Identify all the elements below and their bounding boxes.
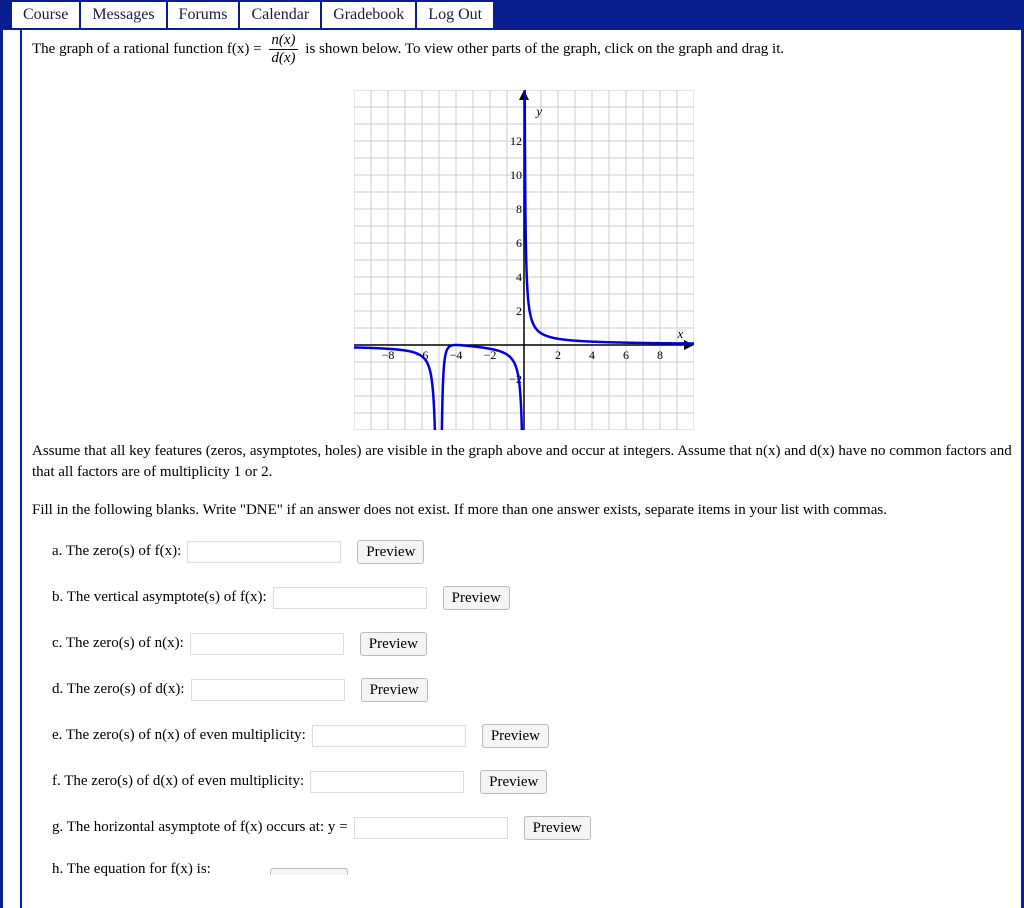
fraction-denominator: d(x) (271, 50, 296, 66)
answer-d-input[interactable] (191, 679, 345, 701)
question-d (52, 676, 428, 702)
curve-branch-left (354, 347, 438, 430)
instructions-text: Fill in the following blanks. Write "DNE" if an answer does not exist. If more than one answer exists, separate items in your list with commas. (32, 502, 887, 518)
left-border (0, 30, 3, 908)
answer-e-input[interactable] (312, 725, 466, 747)
tab-messages[interactable]: Messages (81, 2, 165, 28)
top-navbar (0, 0, 1024, 30)
tab-log-out[interactable]: Log Out (417, 2, 493, 28)
x-tick-label: −8 (381, 348, 395, 362)
content-left-border (20, 30, 22, 908)
nav-tabs (12, 2, 495, 28)
tab-course[interactable]: Course (12, 2, 79, 28)
preview-d-button[interactable]: Preview (361, 678, 428, 702)
x-tick-label: −4 (449, 348, 463, 362)
question-h (52, 856, 211, 882)
question-c (52, 630, 427, 656)
question-a (52, 538, 424, 564)
intro-before: The graph of a rational function f(x) = (32, 41, 262, 57)
y-tick-label: 4 (516, 270, 522, 284)
x-tick-label: 4 (589, 348, 595, 362)
preview-g-button[interactable]: Preview (524, 816, 591, 840)
question-e-label: e. The zero(s) of n(x) of even multiplicity: (52, 727, 306, 743)
x-axis-arrow (684, 340, 694, 350)
question-c-label: c. The zero(s) of n(x): (52, 635, 184, 651)
y-axis-label: y (536, 103, 543, 119)
answer-c-input[interactable] (190, 633, 344, 655)
question-g (52, 814, 591, 840)
preview-c-button[interactable]: Preview (360, 632, 427, 656)
preview-e-button[interactable]: Preview (482, 724, 549, 748)
fraction-numerator: n(x) (271, 32, 296, 48)
x-axis-label: x (677, 326, 684, 342)
x-tick-label: −6 (415, 348, 429, 362)
tab-gradebook[interactable]: Gradebook (322, 2, 415, 28)
tab-forums[interactable]: Forums (168, 2, 239, 28)
rational-function-graph[interactable] (354, 90, 694, 430)
x-tick-label: 2 (555, 348, 561, 362)
answer-a-input[interactable] (187, 541, 341, 563)
x-tick-label: −2 (483, 348, 497, 362)
question-h-label: h. The equation for f(x) is: (52, 861, 211, 877)
question-f-label: f. The zero(s) of d(x) of even multiplicity: (52, 773, 305, 789)
intro-after: is shown below. To view other parts of the graph, click on the graph and drag it. (305, 41, 785, 57)
question-e (52, 722, 549, 748)
answer-g-input[interactable] (354, 817, 508, 839)
y-tick-label: 2 (516, 304, 522, 318)
tab-calendar[interactable]: Calendar (240, 2, 320, 28)
answer-b-input[interactable] (273, 587, 427, 609)
y-tick-label: 12 (510, 134, 522, 148)
x-tick-label: 6 (623, 348, 629, 362)
answer-f-input[interactable] (310, 771, 464, 793)
x-tick-label: 8 (657, 348, 663, 362)
question-f (52, 768, 547, 794)
preview-b-button[interactable]: Preview (443, 586, 510, 610)
preview-a-button[interactable]: Preview (357, 540, 424, 564)
assumption-text: Assume that all key features (zeros, asymptotes, holes) are visible in the graph above and occur at integers. Assume that n(x) and d(x) have no common factors and that all factors are of multiplicity 1 or 2. (32, 443, 1012, 480)
problem-intro (32, 32, 784, 80)
y-tick-label: 10 (510, 168, 522, 182)
question-b-label: b. The vertical asymptote(s) of f(x): (52, 589, 267, 605)
question-b (52, 584, 510, 610)
y-tick-label: 8 (516, 202, 522, 216)
y-tick-label: −2 (509, 372, 522, 386)
preview-f-button[interactable]: Preview (480, 770, 547, 794)
question-g-label: g. The horizontal asymptote of f(x) occurs at: y = (52, 819, 348, 835)
fraction (269, 32, 297, 67)
preview-h-button-partial[interactable] (270, 868, 348, 875)
question-a-label: a. The zero(s) of f(x): (52, 543, 182, 559)
y-tick-label: 6 (516, 236, 522, 250)
question-d-label: d. The zero(s) of d(x): (52, 681, 185, 697)
